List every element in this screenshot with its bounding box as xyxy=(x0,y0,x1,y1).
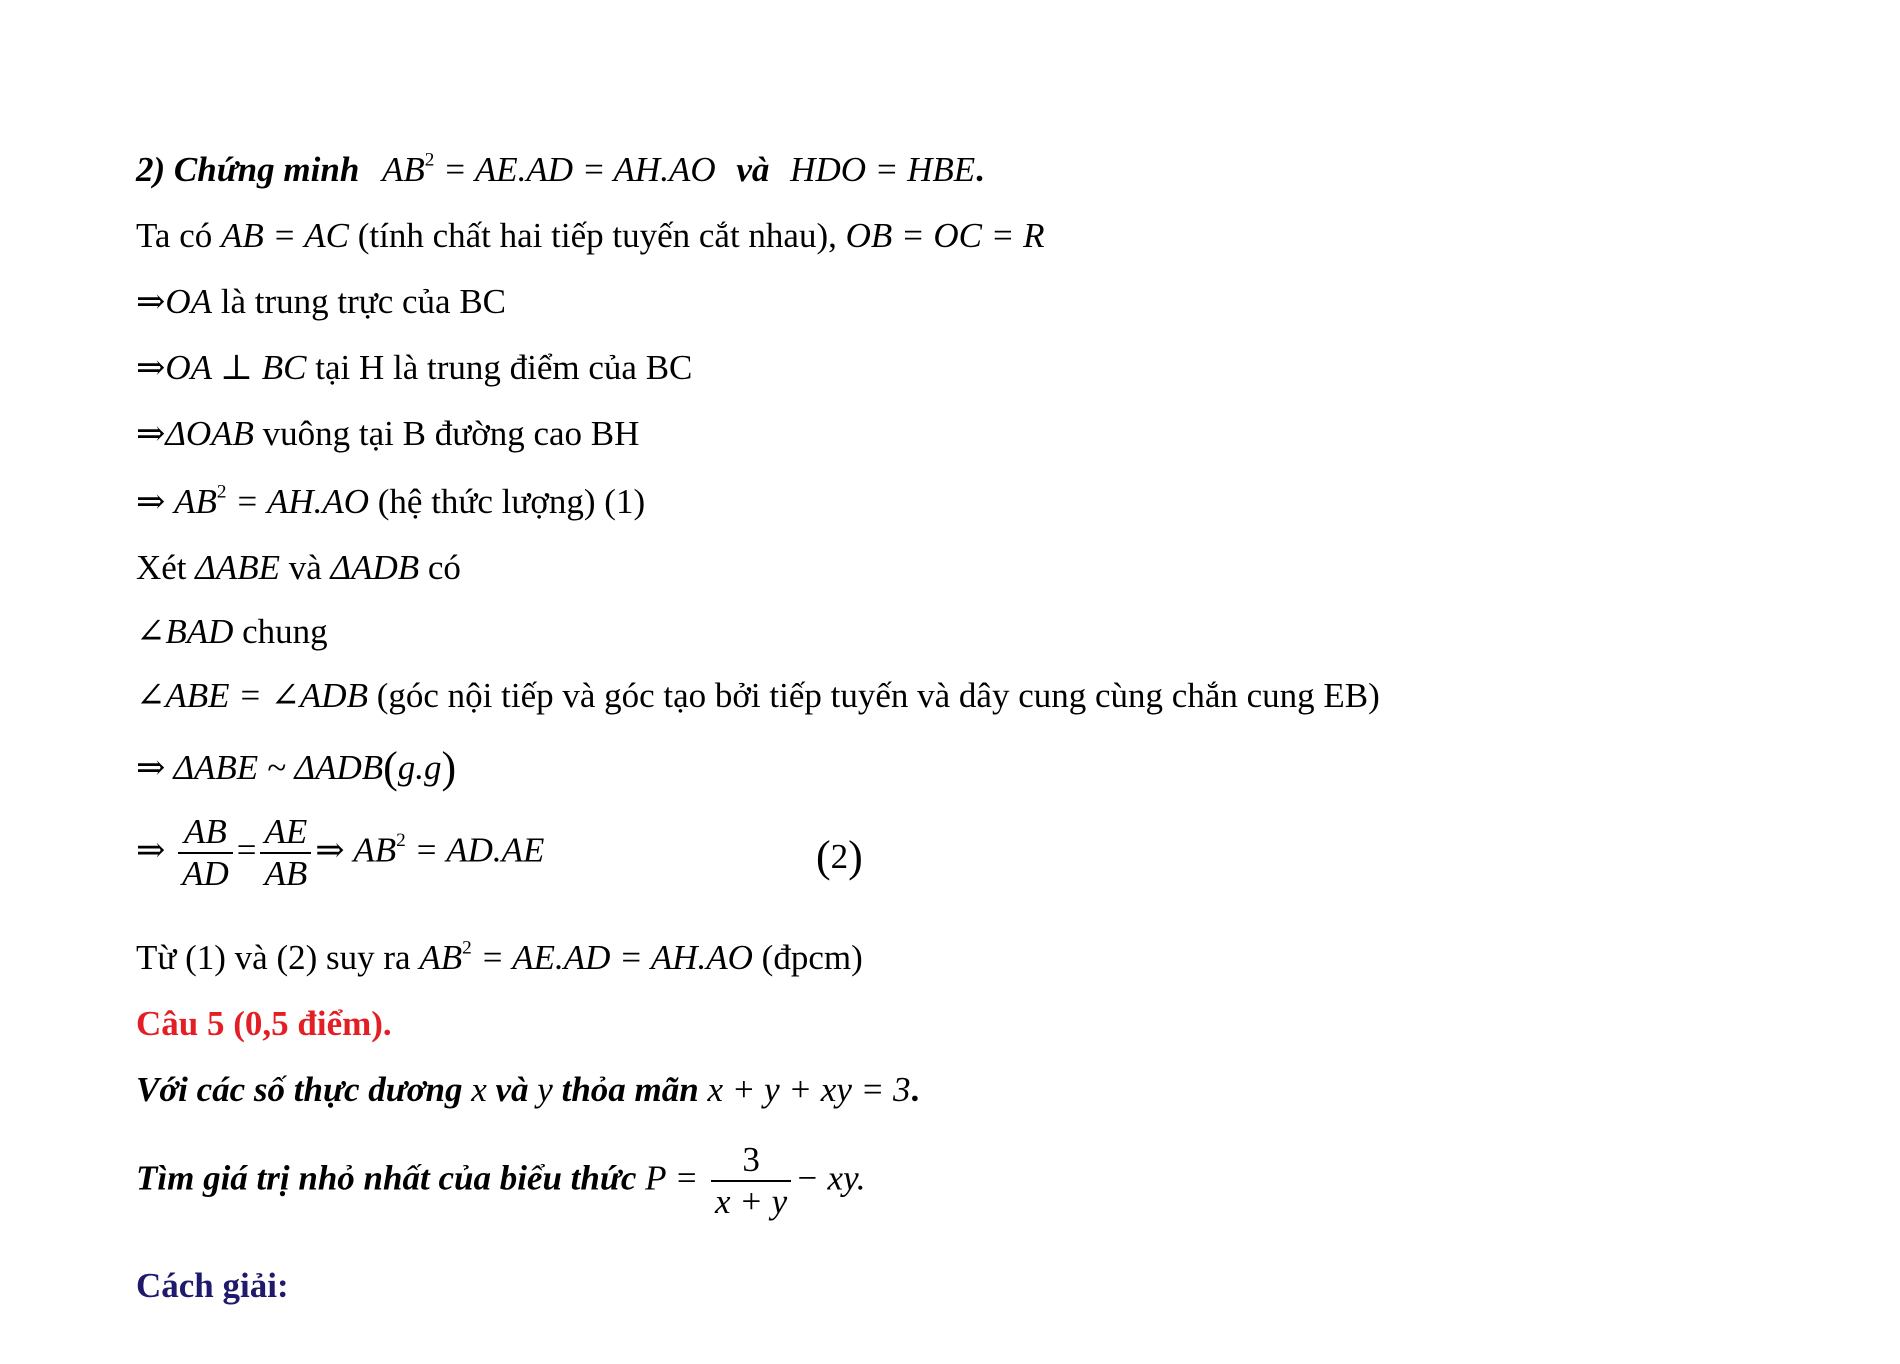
math-gg: g.g xyxy=(397,748,442,787)
proof-line-5 xyxy=(136,416,639,451)
numerator: 3 xyxy=(711,1140,791,1182)
text: Với các số thực dương xyxy=(136,1070,472,1109)
fraction-ae-ab xyxy=(260,812,311,895)
period: . xyxy=(910,1070,920,1109)
math-ab: AB xyxy=(174,482,217,521)
math-triangle-abe: ΔABE xyxy=(195,548,280,587)
proof-line-3 xyxy=(136,284,506,319)
math-similar-triangles: ⇒ ΔABE ~ ΔADB xyxy=(136,748,384,787)
math-equality: = AE.AD = AH.AO xyxy=(434,150,716,189)
math-angle-equality: ∠ABE = ∠ADB xyxy=(136,676,368,715)
paren-open: ( xyxy=(383,743,398,792)
math-p-equals: P = xyxy=(645,1158,699,1198)
question-5-condition xyxy=(136,1072,919,1107)
proof-line-11 xyxy=(136,812,863,895)
denominator: AD xyxy=(182,854,229,894)
period: . xyxy=(975,150,984,189)
implies-symbol: ⇒ xyxy=(136,282,166,321)
equals-sign: = xyxy=(236,830,257,870)
math-ab-ac: AB = AC xyxy=(221,216,349,255)
paren-close: ) xyxy=(848,832,863,881)
text: Từ (1) và (2) suy ra xyxy=(136,938,420,977)
math-ab: AB xyxy=(419,938,463,977)
text: và xyxy=(486,1070,538,1109)
text: có xyxy=(419,548,461,587)
math-ah-ao: = AH.AO xyxy=(226,482,370,521)
text: (hệ thức lượng) (1) xyxy=(369,482,646,521)
paren-open: ( xyxy=(816,832,831,881)
implies-symbol: ⇒ xyxy=(136,482,175,521)
solution-heading: Cách giải: xyxy=(136,1266,289,1305)
math-triangle-oab: ΔOAB xyxy=(165,414,254,453)
text: tại H là trung điểm của BC xyxy=(306,348,693,387)
proof-line-12 xyxy=(136,937,863,977)
math-exp: 2 xyxy=(424,149,435,171)
math-ab: AB xyxy=(382,150,425,189)
numerator: AB xyxy=(178,812,233,854)
text: (góc nội tiếp và góc tạo bởi tiếp tuyến và dây cung cùng chắn cung EB) xyxy=(367,676,1380,715)
numerator: AE xyxy=(260,812,311,854)
math-exp: 2 xyxy=(396,829,406,851)
text: (tính chất hai tiếp tuyến cắt nhau), xyxy=(348,216,846,255)
text: và xyxy=(279,548,331,587)
math-minus-xy: − xy. xyxy=(795,1158,866,1198)
math-perpendicular: OA ⊥ BC xyxy=(165,348,307,387)
proof-line-2 xyxy=(136,218,1045,253)
text: Xét xyxy=(136,548,196,587)
implies-symbol: ⇒ xyxy=(136,414,166,453)
math-exp: 2 xyxy=(462,937,472,959)
implies-symbol: ⇒ xyxy=(136,348,166,387)
math-ad-ae: = AD.AE xyxy=(405,830,545,870)
proof-line-8 xyxy=(136,614,328,649)
part2-heading-label: 2) Chứng minh xyxy=(136,150,360,189)
text: chung xyxy=(233,612,328,651)
number: 2 xyxy=(830,837,849,876)
math-condition: x + y + xy = 3 xyxy=(707,1070,911,1109)
text: là trung trực của BC xyxy=(211,282,507,321)
proof-line-9 xyxy=(136,678,1380,713)
proof-line-7 xyxy=(136,550,461,585)
math-ab: AB xyxy=(353,830,397,870)
denominator: AB xyxy=(264,854,308,894)
fraction-ab-ad xyxy=(178,812,233,895)
denominator: x + y xyxy=(715,1182,788,1222)
math-exp: 2 xyxy=(216,481,227,503)
text: thỏa mãn xyxy=(552,1070,708,1109)
text: (đpcm) xyxy=(752,938,863,977)
math-ob-oc-r: OB = OC = R xyxy=(845,216,1045,255)
math-angle-bad: ∠BAD xyxy=(136,612,234,651)
math-x: x xyxy=(471,1070,487,1109)
math-angles: HDO = HBE xyxy=(790,150,976,189)
question-5-task xyxy=(136,1140,865,1223)
fraction-3-over-x-plus-y xyxy=(711,1140,791,1223)
equation-number-2 xyxy=(816,832,863,881)
math-equality: = AE.AD = AH.AO xyxy=(471,938,753,977)
paren-close: ) xyxy=(441,743,457,792)
part2-heading xyxy=(136,149,984,189)
text: Tìm giá trị nhỏ nhất của biểu thức xyxy=(136,1158,646,1198)
proof-line-10 xyxy=(136,743,457,792)
text: vuông tại B đường cao BH xyxy=(253,414,640,453)
conjunction: và xyxy=(736,150,770,189)
implies-symbol: ⇒ xyxy=(315,830,354,870)
proof-line-6 xyxy=(136,481,646,521)
math-oa: OA xyxy=(165,282,212,321)
math-y: y xyxy=(537,1070,553,1109)
math-triangle-adb: ΔADB xyxy=(330,548,420,587)
question-5-heading: Câu 5 (0,5 điểm). xyxy=(136,1004,392,1043)
text: Ta có xyxy=(136,216,222,255)
implies-symbol: ⇒ xyxy=(136,830,166,870)
proof-line-4 xyxy=(136,350,692,385)
